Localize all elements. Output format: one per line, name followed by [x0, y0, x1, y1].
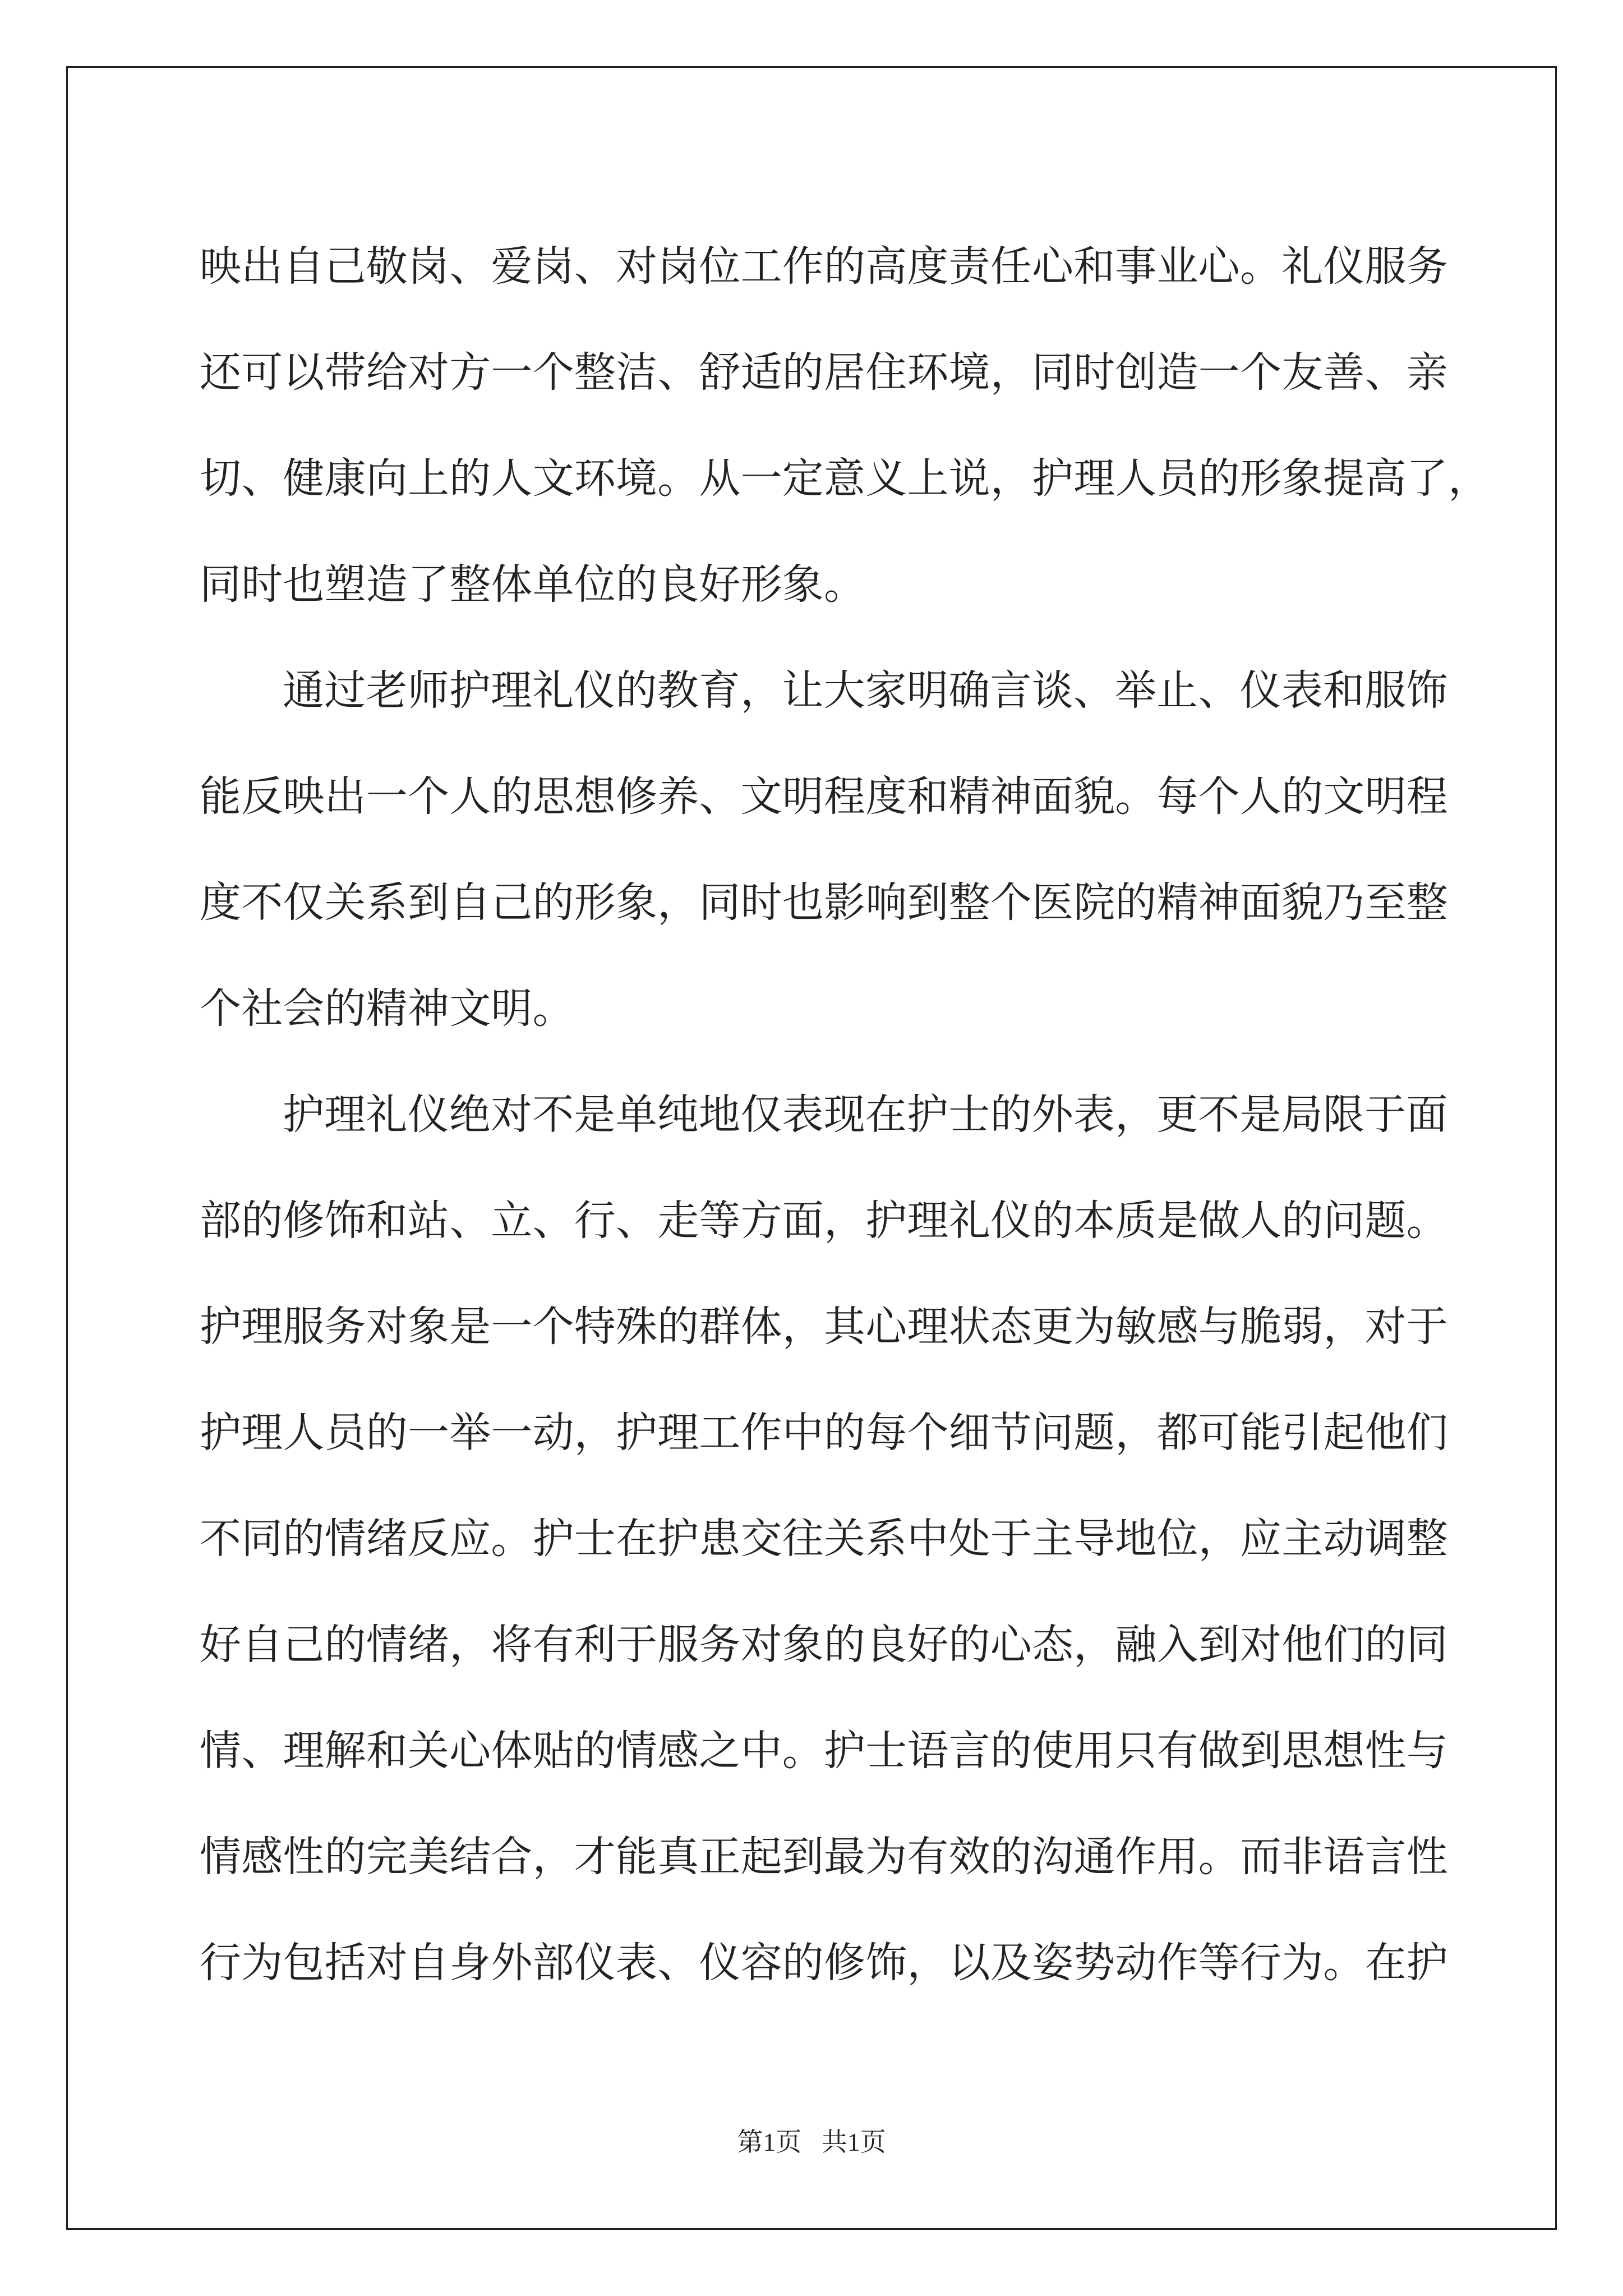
text-line: 不同的情绪反应。护士在护患交往关系中处于主导地位，应主动调整: [200, 1515, 1448, 1563]
text-line: 情、理解和关心体贴的情感之中。护士语言的使用只有做到思想性与: [200, 1727, 1448, 1775]
text-line: 还可以带给对方一个整洁、舒适的居住环境，同时创造一个友善、亲: [200, 348, 1448, 397]
page-number-current: 第1页: [737, 2128, 802, 2156]
paragraph-first-line: 通过老师护理礼仪的教育，让大家明确言谈、举止、仪表和服饰: [283, 666, 1448, 715]
text-line: 度不仅关系到自己的形象，同时也影响到整个医院的精神面貌乃至整: [200, 878, 1448, 927]
text-line: 护理人员的一举一动，护理工作中的每个细节问题，都可能引起他们: [200, 1409, 1448, 1457]
text-line: 好自己的情绪，将有利于服务对象的良好的心态，融入到对他们的同: [200, 1621, 1448, 1669]
text-line: 同时也塑造了整体单位的良好形象。: [200, 560, 866, 609]
text-line: 部的修饰和站、立、行、走等方面，护理礼仪的本质是做人的问题。: [200, 1197, 1448, 1245]
text-line: 护理服务对象是一个特殊的群体，其心理状态更为敏感与脆弱，对于: [200, 1303, 1448, 1351]
paragraph-first-line: 护理礼仪绝对不是单纯地仅表现在护士的外表，更不是局限于面: [283, 1091, 1448, 1139]
text-line: 情感性的完美结合，才能真正起到最为有效的沟通作用。而非语言性: [200, 1833, 1448, 1881]
page-footer: [0, 2122, 1623, 2159]
text-line: 个社会的精神文明。: [200, 984, 574, 1033]
text-line: 切、健康向上的人文环境。从一定意义上说，护理人员的形象提高了，: [200, 454, 1490, 503]
text-line: 映出自己敬岗、爱岗、对岗位工作的高度责任心和事业心。礼仪服务: [200, 242, 1448, 291]
document-body: [200, 214, 1490, 2016]
text-line: 能反映出一个人的思想修养、文明程度和精神面貌。每个人的文明程: [200, 772, 1448, 821]
text-line: 行为包括对自身外部仪表、仪容的修饰，以及姿势动作等行为。在护: [200, 1939, 1448, 1987]
page-number-total: 共1页: [821, 2128, 886, 2156]
